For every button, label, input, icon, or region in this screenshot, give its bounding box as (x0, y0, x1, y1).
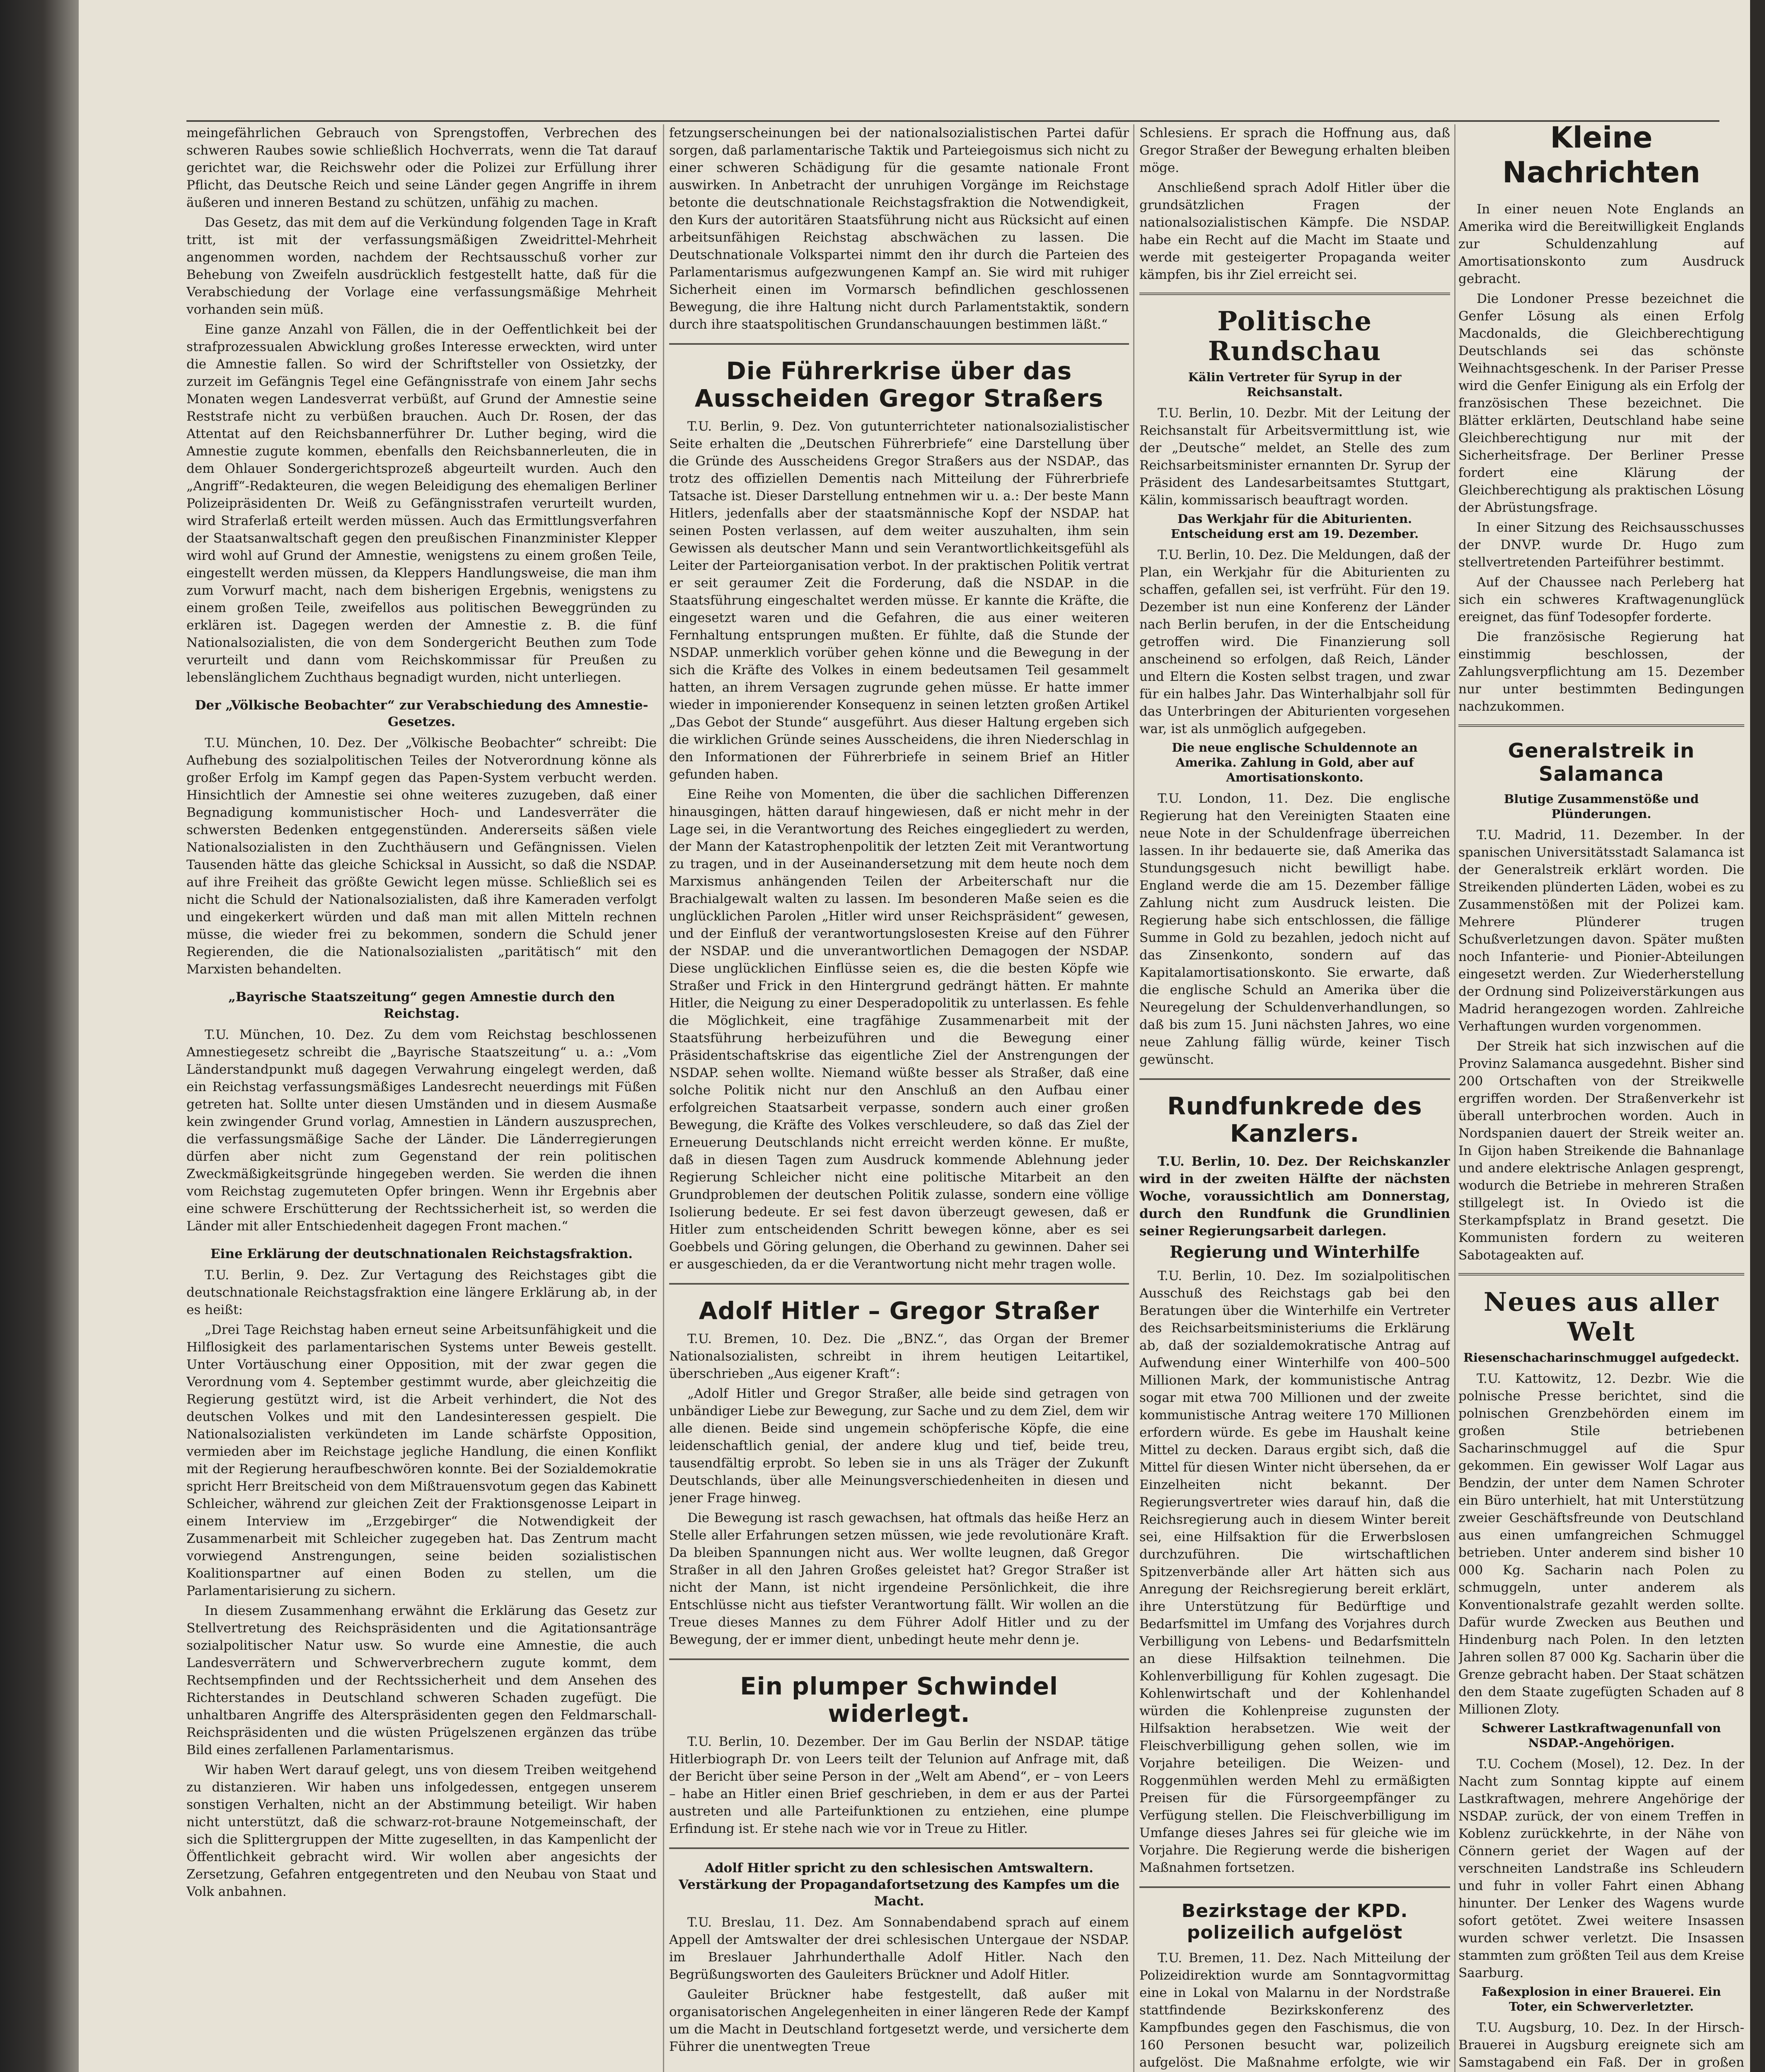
article-subheading: Blutige Zusammenstöße und Plünderungen. (1504, 792, 1699, 821)
column-4 (1458, 120, 1744, 2072)
article-paragraph: T.U. München, 10. Dez. Der „Völkische Beobachter“ schreibt: Die Aufhebung des sozialpolitischen Teiles der Notverordnung könne als großer Erfolg im Kampf gegen das Papen-System verbucht werden. Hinsichtlich der Amnestie sei ohne weiteres zuzugeben, daß einer Begnadigung kommunistischer Hoch- und Landesverräter die schwersten Bedenken entgegenstünden. Andererseits säßen viele Nationalsozialisten in den Zuchthäusern und Gefängnissen. Vielen Tausenden hätte das gleiche Schicksal in Aussicht, so daß die NSDAP. auf ihre Freiheit das größte Gewicht legen müsse. Schließlich sei es nicht die Schuld der Nationalsozialisten, daß ihre Kameraden verfolgt und eingekerkert würden und daß man mit allen Mitteln rechnen müsse, die wieder frei zu bekommen, sondern die Schuld jener Regierenden, die die Nationalsozialisten „paritätisch“ mit den Marxisten behandelten. (186, 736, 657, 977)
section-headline: Politische Rundschau (1208, 306, 1382, 367)
news-brief: In einer neuen Note Englands an Amerika wird die Bereitwilligkeit Englands zur Schuldenzahlung auf Amortisationskonto zum Ausdruck gebracht. (1458, 202, 1744, 286)
scan-right-edge (1750, 0, 1765, 2072)
article-paragraph: Anschließend sprach Adolf Hitler über die grundsätzlichen Fragen der nationalsozialistischen Kämpfe. Die NSDAP. habe ein Recht auf die Macht im Staate und werde mit gesteigerter Propaganda weiter kämpfen, bis ihr Ziel erreicht sei. (1139, 180, 1450, 282)
article-paragraph: Eine Reihe von Momenten, die über die sachlichen Differenzen hinausgingen, hätten darauf hingewiesen, daß er nicht mehr in der Lage sei, in die Verantwortung des Reiches eingegliedert zu werden, der Mann der Katastrophenpolitik der letzten Zeit mit Verantwortung zu tragen, und in der Auseinandersetzung mit dem heute noch dem Marxismus anhängenden Teilen der Arbeiterschaft nur die Brachialgewalt walten zu lassen. Im besonderen Maße seien es die unglücklichen Parolen „Hitler wird unser Reichspräsident“ gewesen, und der Einfluß der verantwortungslosesten Kreise auf den Führer der NSDAP. und die unverantwortlichen Demagogen der NSDAP. Diese unglücklichen Einflüsse seien es, die die besten Köpfe wie Straßer und Frick in den Hintergrund gedrängt hätten. Er mahnte Hitler, die Neigung zu einer Desperadopolitik zu unterlassen. Es fehle die Möglichkeit, eine tragfähige Zusammenarbeit mit der Staatsführung herbeizuführen und die Bewegung einer Präsidentschaftskrise das eigentliche Ziel der Anstrengungen der NSDAP. sehen wollte. Niemand wüßte besser als Straßer, daß eine solche Politik nicht nur den Anschluß an den Aufbau einer erfolgreichen Staatsarbeit verpasse, sondern auch einer großen Bewegung, die Kräfte des Volkes verschleudere, so daß das Ziel der Erneuerung Deutschlands nicht erreicht werden könne. Er mußte, daß in diesen Tagen zum Ausdruck kommende Ablehnung jeder Regierung Schleicher nicht eine politische Mitarbeit an den Grundproblemen der deutschen Politik zulasse, sondern eine völlige Isolierung bedeute. Er sei fest davon überzeugt gewesen, daß er Hitler zum entscheidenden Schritt bewegen könne, aber es sei Goebbels und Göring gelungen, die Oberhand zu gewinnen. Daher sei er ausgeschieden, da er die Verantwortung nicht mehr tragen wolle. (669, 787, 1129, 1272)
news-brief: Die französische Regierung hat einstimmig beschlossen, der Zahlungsverpflichtung am 15. Dezember nur unter bestimmten Bedingungen nachzukommen. (1458, 629, 1744, 714)
article-paragraph: T.U. Bremen, 11. Dez. Nach Mitteilung der Polizeidirektion wurde am Sonntagvormittag eine in Lokal von Malarnu in der Nordstraße stattfindende Bezirkskonferenz des Kampfbundes gegen den Faschismus, die von 160 Personen besucht war, polizeilich aufgelöst. Die Maßnahme erfolgte, wie wir (1139, 1951, 1450, 2070)
article-subheading: Die neue englische Schuldennote an Amerika. Zahlung in Gold, aber auf Amortisationskonto. (1172, 741, 1418, 784)
article-paragraph: Schlesiens. Er sprach die Hoffnung aus, daß Gregor Straßer der Bewegung erhalten bleiben möge. (1139, 126, 1450, 175)
article-separator (1139, 1886, 1450, 1888)
article-separator (669, 1658, 1129, 1660)
article-paragraph: T.U. Augsburg, 10. Dez. In der Hirsch-Brauerei in Augsburg ereignete sich am Samstagabend ein Faß. Der in großen (1458, 2020, 1744, 2070)
newspaper-page (79, 0, 1750, 2072)
column-2 (669, 124, 1129, 2072)
article-paragraph: Die Bewegung ist rasch gewachsen, hat oftmals das heiße Herz an Stelle aller Erfahrungen setzen müssen, wie jede revolutionäre Kraft. Da bleiben Spannungen nicht aus. Wer wollte leugnen, daß Gregor Straßer in all den Jahren Großes geleistet hat? Gregor Straßer ist nicht der Mann, ist nicht irgendeine Persönlichkeit, die ihre Entschlüsse nicht aus tiefster Verantwortung fällt. Wir wollen an die Treue dieses Mannes zu dem Führer Adolf Hitler und zu der Bewegung, der er immer dient, unbedingt heute mehr denn je. (669, 1510, 1129, 1647)
article-paragraph: fetzungserscheinungen bei der nationalsozialistischen Partei dafür sorgen, daß parlamentarische Taktik und Parteiegoismus sich nicht zu einer schweren Schädigung für die gesamte nationale Front auswirken. In Anbetracht der unruhigen Vorgänge im Reichstage betonte die deutschnationale Reichstagsfraktion die Notwendigkeit, den Kurs der autoritären Staatsführung nicht aus Rücksicht auf einen arbeitsunfähigen Reichstag abschwächen zu lassen. Die Deutschnationale Volkspartei nimmt den ihr durch die Parteien des Parlamentarismus aufgezwungenen Kampf an. Sie wird mit ruhiger Sicherheit einen im Vormarsch befindlichen geschlossenen Bewegung, die ihre Haltung nicht durch Parlamentstaktik, sondern durch ihre staatspolitischen Grundanschauungen bestimmen läßt.“ (669, 126, 1129, 332)
article-subheading: Schwerer Lastkraftwagenunfall von NSDAP.-Angehörigen. (1482, 1721, 1721, 1750)
article-headline: Generalstreik in Salamanca (1508, 739, 1695, 786)
article-headline: Die Führerkrise über das Ausscheiden Gregor Straßers (694, 357, 1104, 412)
section-headline: Kleine Nachrichten (1502, 121, 1700, 189)
column-3 (1139, 124, 1450, 2072)
article-subheading: Faßexplosion in einer Brauerei. Ein Toter, ein Schwerverletzter. (1482, 1985, 1721, 2014)
article-separator (1458, 724, 1744, 727)
article-separator (1458, 1273, 1744, 1276)
column-separator (1133, 124, 1134, 2072)
article-paragraph: Der Streik hat sich inzwischen auf die Provinz Salamanca ausgedehnt. Bisher sind 200 Ortschaften von der Streikwelle ergriffen worden. Der Straßenverkehr ist überall unterbrochen worden. Auch in Nordspanien dauert der Streik weiter an. In Gijon haben Streikende die Bahnanlage und andere elektrische Anlagen gesprengt, wodurch die Betriebe in mehreren Straßen stillgelegt ist. In Oviedo ist die Sterkampfsplatz in Brand gesetzt. Die Kommunisten fordern zu weiteren Sabotageakten auf. (1458, 1039, 1744, 1263)
article-separator (1139, 293, 1450, 295)
article-separator (669, 343, 1129, 345)
article-paragraph: In diesem Zusammenhang erwähnt die Erklärung das Gesetz zur Stellvertretung des Reichspräsidenten und die Agitationsanträge sozialpolitischer Natur usw. So wurde eine Amnestie, die auch Landesverrätern und Schwerverbrechern zugute kommt, dem Rechtsempfinden und der Rechtssicherheit und dem Ansehen des Richterstandes in Deutschland schweren Schaden zugefügt. Die unhaltbaren Angriffe des Alterspräsidenten gegen den Feldmarschall-Reichspräsidenten und die wüsten Prügelszenen ergänzen das trübe Bild eines zerfallenen Parlamentarismus. (186, 1603, 657, 1757)
article-subheading: Adolf Hitler spricht zu den schlesischen Amtswaltern. Verstärkung der Propagandafortsetzung des Kampfes um die Macht. (678, 1861, 1120, 1909)
article-headline: Rundfunkrede des Kanzlers. (1167, 1092, 1422, 1147)
news-brief: Die Londoner Presse bezeichnet die Genfer Lösung als einen Erfolg Macdonalds, die Gleichberechtigung Deutschlands sei das schönste Weihnachtsgeschenk. In der Pariser Presse wird die Genfer Einigung als ein Erfolg der französischen These bezeichnet. Die Blätter erklärten, Deutschland habe seine Gleichberechtigung nur mit der Sicherheitsfrage. Der Berliner Presse fordert eine Klärung der Gleichberechtigung als praktischen Lösung der Abrüstungsfrage. (1458, 291, 1744, 515)
article-paragraph: T.U. München, 10. Dez. Zu dem vom Reichstag beschlossenen Amnestiegesetz schreibt die „Bayrische Staatszeitung“ u. a.: „Vom Länderstandpunkt muß dagegen Verwahrung eingelegt werden, daß ein Reichstag verfassungsmäßiges Landesrecht neuerdings mit Füßen getreten hat. Sollte unter diesen Umständen und in diesem Ausmaße kein zwingender Grund vorlag, Amnestien in Ländern auszusprechen, die verfassungsmäßige Sache der Länder. Die Länderregierungen dürfen aber nicht zum Gegenstand der rein politischen Zweckmäßigkeitsgründe hingegeben werden. Sie werden die ihnen vom Reichstag zugemuteten Opfer bringen. Wenn ihr Ergebnis aber eine schwere Erschütterung der Rechtssicherheit ist, so werden die Länder mit aller Entschiedenheit dagegen Front machen.“ (186, 1027, 657, 1234)
article-paragraph: T.U. Breslau, 11. Dez. Am Sonnabendabend sprach auf einem Appell der Amtswalter der drei schlesischen Untergaue der NSDAP. im Breslauer Jahrhunderthalle Adolf Hitler. Nach den Begrüßungsworten des Gauleiters Brückner und Adolf Hitler. (669, 1915, 1129, 1982)
article-paragraph: meingefährlichen Gebrauch von Sprengstoffen, Verbrechen des schweren Raubes sowie schließlich Hochverrats, wenn die Tat darauf gerichtet war, die Reichswehr oder die Polizei zur Erfüllung ihrer Pflicht, das Deutsche Reich und seine Länder gegen Angriffe in ihrem äußeren und inneren Bestand zu schützen, unfähig zu machen. (186, 126, 657, 210)
article-paragraph: T.U. Berlin, 10. Dez. Die Meldungen, daß der Plan, ein Werkjahr für die Abiturienten zu schaffen, gefallen sei, ist verfrüht. Für den 19. Dezember ist nun eine Konferenz der Länder nach Berlin berufen, in der die Entscheidung getroffen wird. Die Finanzierung soll anscheinend so erfolgen, daß Reich, Länder und Eltern die Kosten selbst tragen, und zwar für ein halbes Jahr. Das Winterhalbjahr soll für das Unterbringen der Abiturienten vorgesehen war, ist als unmöglich aufgegeben. (1139, 547, 1450, 736)
column-1 (186, 124, 657, 2072)
scan-binding-edge (0, 0, 79, 2072)
article-headline: Bezirkstage der KPD. polizeilich aufgelöst (1181, 1900, 1408, 1943)
column-separator (1454, 124, 1456, 2072)
article-separator (669, 1283, 1129, 1285)
article-paragraph: „Drei Tage Reichstag haben erneut seine Arbeitsunfähigkeit und die Hilflosigkeit des parlamentarischen Systems unter Beweis gestellt. Unter Vortäuschung einer Opposition, mit der zwar gegen die Verordnung vom 4. September gestimmt wurde, aber gleichzeitig die Regierung gestützt wird, ist die Arbeit verhindert, die Not des deutschen Volkes und mit den Landesinteressen gespielt. Die Nationalsozialisten verkündeten im Lande schärfste Opposition, vermieden aber im Reichstage jegliche Handlung, die einen Konflikt mit der Regierung heraufbeschwören konnte. Bei der Sozialdemokratie spricht Herr Breitscheid von dem Mißtrauensvotum gegen das Kabinett Schleicher, während zur gleichen Zeit der Fraktionsgenosse Leipart in einem Interview im „Erzgebirger“ die Notwendigkeit der Zusammenarbeit mit Schleicher zugegeben hat. Das Zentrum macht vorwiegend Anstrengungen, seine beiden sozialistischen Koalitionspartner auf einen Boden zu stellen, um die Parlamentarisierung zu sichern. (186, 1322, 657, 1598)
article-subheading: Der „Völkische Beobachter“ zur Verabschiedung des Amnestie-Gesetzes. (195, 698, 648, 729)
article-paragraph: T.U. Bremen, 10. Dez. Die „BNZ.“, das Organ der Bremer Nationalsozialisten, schreibt in ihrem heutigen Leitartikel, überschrieben „Aus eigener Kraft“: (669, 1331, 1129, 1381)
article-paragraph: „Adolf Hitler und Gregor Straßer, alle beide sind getragen von unbändiger Liebe zur Bewegung, zur Sache und zu dem Ziel, dem wir alle dienen. Beide sind ungemein schöpferische Köpfe, die eine leidenschaftlich genial, der andere klug und tief, beide treu, tausendfältig erprobt. So leben sie in uns als Träger der Zukunft Deutschlands, über alle Meinungsverschiedenheiten in diesen und jener Frage hinweg. (669, 1386, 1129, 1506)
article-paragraph: T.U. Berlin, 10. Dezember. Der im Gau Berlin der NSDAP. tätige Hitlerbiograph Dr. von Leers teilt der Telunion auf Anfrage mit, daß der Bericht über seine Person in der „Welt am Abend“, er – von Leers – habe an Hitler einen Brief geschrieben, in dem er aus der Partei austreten und alle Parteifunktionen zu entziehen, eine plumpe Erfindung ist. Er stehe nach wie vor in Treue zu Hitler. (669, 1734, 1129, 1836)
article-paragraph: T.U. Berlin, 9. Dez. Von gutunterrichteter nationalsozialistischer Seite erhalten die „Deutschen Führerbriefe“ eine Darstellung über die Gründe des Ausscheidens Gregor Straßers aus der NSDAP., das trotz des offiziellen Dementis nach Mitteilung der Führerbriefe Tatsache ist. Dieser Darstellung entnehmen wir u. a.: Der beste Mann Hitlers, jedenfalls aber der staatsmännische Kopf der NSDAP. hat seinen Posten verlassen, auf dem weiter auszuhalten, ihm sein Gewissen als deutscher Mann und sein Verantwortlichkeitsgefühl als Leiter der Parteiorganisation verbot. In der praktischen Politik vertrat er seit geraumer Zeit die Forderung, daß die NSDAP. in die Staatsführung eingeschaltet werden müsse. Er kannte die Kräfte, die eingesetzt waren und die Gefahren, die aus einer weiteren Fernhaltung entsprungen mußten. Er fühlte, daß die Stunde der NSDAP. unmerklich vorüber gehen könne und die Bewegung in der sich die Kräfte des Volkes in einem bedeutsamen Teil gesammelt hatten, an ihrem Versagen zugrunde gehen müsse. Er hatte immer wieder in imponierender Konsequenz in seinen letzten großen Artikel „Das Gebot der Stunde“ ausgeführt. Aus dieser Haltung ergeben sich die wirklichen Gründe seines Ausscheidens, die ihren Niederschlag in den Informationen der Führerbriefe in seinem Brief an Hitler gefunden haben. (669, 419, 1129, 782)
article-subheading: Riesenschacharinschmuggel aufgedeckt. (1463, 1351, 1740, 1365)
column-separator (663, 124, 664, 2072)
article-paragraph: T.U. Madrid, 11. Dezember. In der spanischen Universitätsstadt Salamanca ist der Generalstreik erklärt worden. Die Streikenden plünderten Läden, wobei es zu Zusammenstößen mit der Polizei kam. Mehrere Plünderer trugen Schußverletzungen davon. Später mußten noch Infanterie- und Pionier-Abteilungen eingesetzt werden. Zur Wiederherstellung der Ordnung sind Polizeiverstärkungen aus Madrid herangezogen worden. Zahlreiche Verhaftungen wurden vorgenommen. (1458, 828, 1744, 1034)
article-separator (669, 1847, 1129, 1849)
article-subheading: Kälin Vertreter für Syrup in der Reichsanstalt. (1188, 370, 1402, 399)
article-paragraph: T.U. Berlin, 10. Dez. Der Reichskanzler wird in der zweiten Hälfte der nächsten Woche, voraussichtlich am Donnerstag, durch den Rundfunk die Grundlinien seiner Regierungsarbeit darlegen. (1139, 1154, 1450, 1239)
article-paragraph: T.U. Berlin, 10. Dezbr. Mit der Leitung der Reichsanstalt für Arbeitsvermittlung ist, wie der „Deutsche“ meldet, an Stelle des zum Reichsarbeitsminister ernannten Dr. Syrup der Präsident des Landesarbeitsamtes Stuttgart, Kälin, kommissarisch beauftragt worden. (1139, 406, 1450, 508)
article-paragraph: Eine ganze Anzahl von Fällen, die in der Oeffentlichkeit bei der strafprozessualen Abwicklung großes Interesse erweckten, wird unter die Amnestie fallen. So wird der Schriftsteller von Ossietzky, der zurzeit im Gefängnis Tegel eine Gefängnisstrafe von einem Jahr sechs Monaten wegen Landesverrat verbüßt, auf Grund der Amnestie seine Reststrafe nicht zu verbüßen brauchen. Auch Dr. Rosen, der das Attentat auf den Reichsbannerführer Dr. Luther beging, wird die Amnestie zugute kommen, ebenfalls den Reichsbannerleuten, die in dem Ohlauer Sondergerichtsprozeß abgeurteilt wurden. Auch den „Angriff“-Redakteuren, die wegen Beleidigung des ehemaligen Berliner Polizeipräsidenten Dr. Weiß zu Gefängnisstrafen verurteilt wurden, wird Straferlaß erteilt werden müssen. Auch das Ermittlungsverfahren der Staatsanwaltschaft gegen den preußischen Finanzminister Klepper wird wohl auf Grund der Amnestie, wenigstens zu einem großen Teile, eingestellt werden müssen, da Kleppers Handlungsweise, die man ihm zum Vorwurf macht, nach dem bisherigen Ergebnis, wenigstens zu einem großen Teile, zweifellos aus politischen Beweggründen zu erklären ist. Dagegen werden der Amnestie z. B. die fünf Nationalsozialisten, die von dem Sondergericht Beuthen zum Tode verurteilt und dann vom Reichskommissar für Preußen zu lebenslänglichem Zuchthaus begnadigt wurden, nicht unterliegen. (186, 322, 657, 685)
article-paragraph: Wir haben Wert darauf gelegt, uns von diesem Treiben weitgehend zu distanzieren. Wir haben uns infolgedessen, entgegen unserem sonstigen Verhalten, nicht an der Abstimmung beteiligt. Wir haben nicht unterstützt, daß die schwarz-rot-braune Notgemeinschaft, der sich die Splittergruppen der Mitte zugesellten, in das Kampenlicht der Öffentlichkeit gebracht wird. Wir wollen aber angesichts der Zersetzung, Gefahren entgegentreten und den Neubau von Staat und Volk anbahnen. (186, 1762, 657, 1899)
article-paragraph: Gauleiter Brückner habe festgestellt, daß außer mit organisatorischen Angelegenheiten in einer längeren Rede der Kampf um die Macht in Deutschland fortgesetzt werde, und versicherte dem Führer die unentwegten Treue (669, 1987, 1129, 2054)
article-subheading: „Bayrische Staatszeitung“ gegen Amnestie durch den Reichstag. (228, 990, 615, 1021)
article-paragraph: T.U. London, 11. Dez. Die englische Regierung hat den Vereinigten Staaten eine neue Note in der Schuldenfrage überreichen lassen. In ihr bedauerte sie, daß Amerika das Stundungsgesuch nicht bewilligt habe. England werde die am 15. Dezember fällige Zahlung nicht zum Ausdruck leisten. Die Regierung habe sich entschlossen, die fällige Summe in Gold zu bezahlen, jedoch nicht auf das Zinsenkonto, sondern auf das Kapitalamortisationskonto. Sie erwarte, daß die englische Schuld an Amerika über die Neuregelung der Schuldenverhandlungen, so daß bis zum 15. Juni nächsten Jahres, wo eine neue Zahlung fällig würde, keiner Tisch gewünscht. (1139, 791, 1450, 1067)
article-headline: Ein plumper Schwindel widerlegt. (740, 1672, 1058, 1728)
article-subheading: Das Werkjahr für die Abiturienten. Entscheidung erst am 19. Dezember. (1170, 512, 1419, 541)
article-paragraph: T.U. Berlin, 9. Dez. Zur Vertagung des Reichstages gibt die deutschnationale Reichstagsfraktion eine längere Erklärung ab, in der es heißt: (186, 1268, 657, 1317)
section-headline: Neues aus aller Welt (1483, 1287, 1719, 1347)
article-headline: Adolf Hitler – Gregor Straßer (699, 1297, 1100, 1325)
article-paragraph: T.U. Berlin, 10. Dez. Im sozialpolitischen Ausschuß des Reichstags gab bei den Beratungen über die Winterhilfe ein Vertreter des Reichsarbeitsministeriums die Erklärung ab, daß der sozialdemokratische Antrag auf Aufwendung einer Winterhilfe von 400–500 Millionen Mark, der kommunistische Antrag sogar mit etwa 700 Millionen und der zweite kommunistische Antrag weitere 170 Millionen erfordern würde. Es gebe im Haushalt keine Mittel zu decken. Daraus ergibt sich, daß die Mittel für diesen Winter nicht übersehen, da er Einzelheiten nicht bekannt. Der Regierungsvertreter wies darauf hin, daß die Reichsregierung auch in diesem Winter bereit sei, eine Hilfsaktion für die Erwerbslosen durchzuführen. Die wirtschaftlichen Spitzenverbände aller Art hätten sich aus Anregung der Reichsregierung bereit erklärt, ihre Unterstützung für Bedürftige und Bedarfsmittel im Umfang des Vorjahres durch Verbilligung von Lebens- und Bedarfsmitteln an diese Hilfsaktion teilnehmen. Die Kohlenverbilligung für Kohlen zugesagt. Die Kohlenwirtschaft und der Kohlenhandel würden die Kohlenpreise zugunsten der Hilfsaktion herabsetzen. Wie weit der Fleischverbilligung gehen sollen, wie im Vorjahre beteiligen. Die Weizen- und Roggenmühlen werden Mehl zu ermäßigten Preisen für die Fürsorgeempfänger zu Verfügung stellen. Die Fleischverbilligung im Umfange dieses Jahres sei für gleiche wie im Vorjahre. Die Regierung werde die bisherigen Maßnahmen fortsetzen. (1139, 1268, 1450, 1875)
news-brief: Auf der Chaussee nach Perleberg hat sich ein schweres Kraftwagenunglück ereignet, das fünf Todesopfer forderte. (1458, 575, 1744, 625)
news-brief: In einer Sitzung des Reichsausschusses der DNVP. wurde Dr. Hugo zum stellvertretenden Parteiführer bestimmt. (1458, 520, 1744, 570)
article-paragraph: Das Gesetz, das mit dem auf die Verkündung folgenden Tage in Kraft tritt, ist mit der verfassungsmäßigen Zweidrittel-Mehrheit angenommen worden, nachdem der Rechtsausschuß vorher zur Behebung von Zweifeln ausdrücklich festgestellt hatte, daß für die Verabschiedung der Vorlage eine verfassungsmäßige Mehrheit vorhanden sein müß. (186, 215, 657, 317)
article-paragraph: T.U. Kattowitz, 12. Dezbr. Wie die polnische Presse berichtet, sind die polnischen Grenzbehörden einem im großen Stile betriebenen Sacharinschmuggel auf die Spur gekommen. Ein gewisser Wolf Lagar aus Bendzin, der unter dem Namen Schroter ein Büro unterhielt, hat mit Unterstützung zweier Geschäftsfreunde von Deutschland aus einen umfangreichen Schmuggel betrieben. Unter anderem sind bisher 10 000 Kg. Sacharin nach Polen zu schmuggeln, unter anderem als Konventionalstrafe gezahlt werden sollte. Dafür wurde Zwecken aus Beuthen und Hindenburg nach Polen. In den letzten Jahren sollen 87 000 Kg. Sacharin über die Grenze gebracht haben. Der Staat schätzen den dem Staate zugefügten Schaden auf 8 Millionen Zloty. (1458, 1371, 1744, 1717)
article-separator (1139, 1078, 1450, 1080)
article-subheading: Eine Erklärung der deutschnationalen Reichstagsfraktion. (210, 1247, 633, 1261)
article-paragraph: T.U. Cochem (Mosel), 12. Dez. In der Nacht zum Sonntag kippte auf einem Lastkraftwagen, mehrere Angehörige der NSDAP. zurück, der von einem Treffen in Koblenz zurückkehrte, in der Nähe von Cönnern geriet der Wagen auf der verschneiten Landstraße ins Schleudern und fuhr in voller Fahrt einen Abhang hinunter. Der Lenker des Wagens wurde sofort getötet. Zwei weitere Insassen wurden schwer verletzt. Die Insassen stammten zum größten Teil aus dem Kreise Saarburg. (1458, 1757, 1744, 1980)
article-subheading: Regierung und Winterhilfe (1169, 1242, 1420, 1262)
